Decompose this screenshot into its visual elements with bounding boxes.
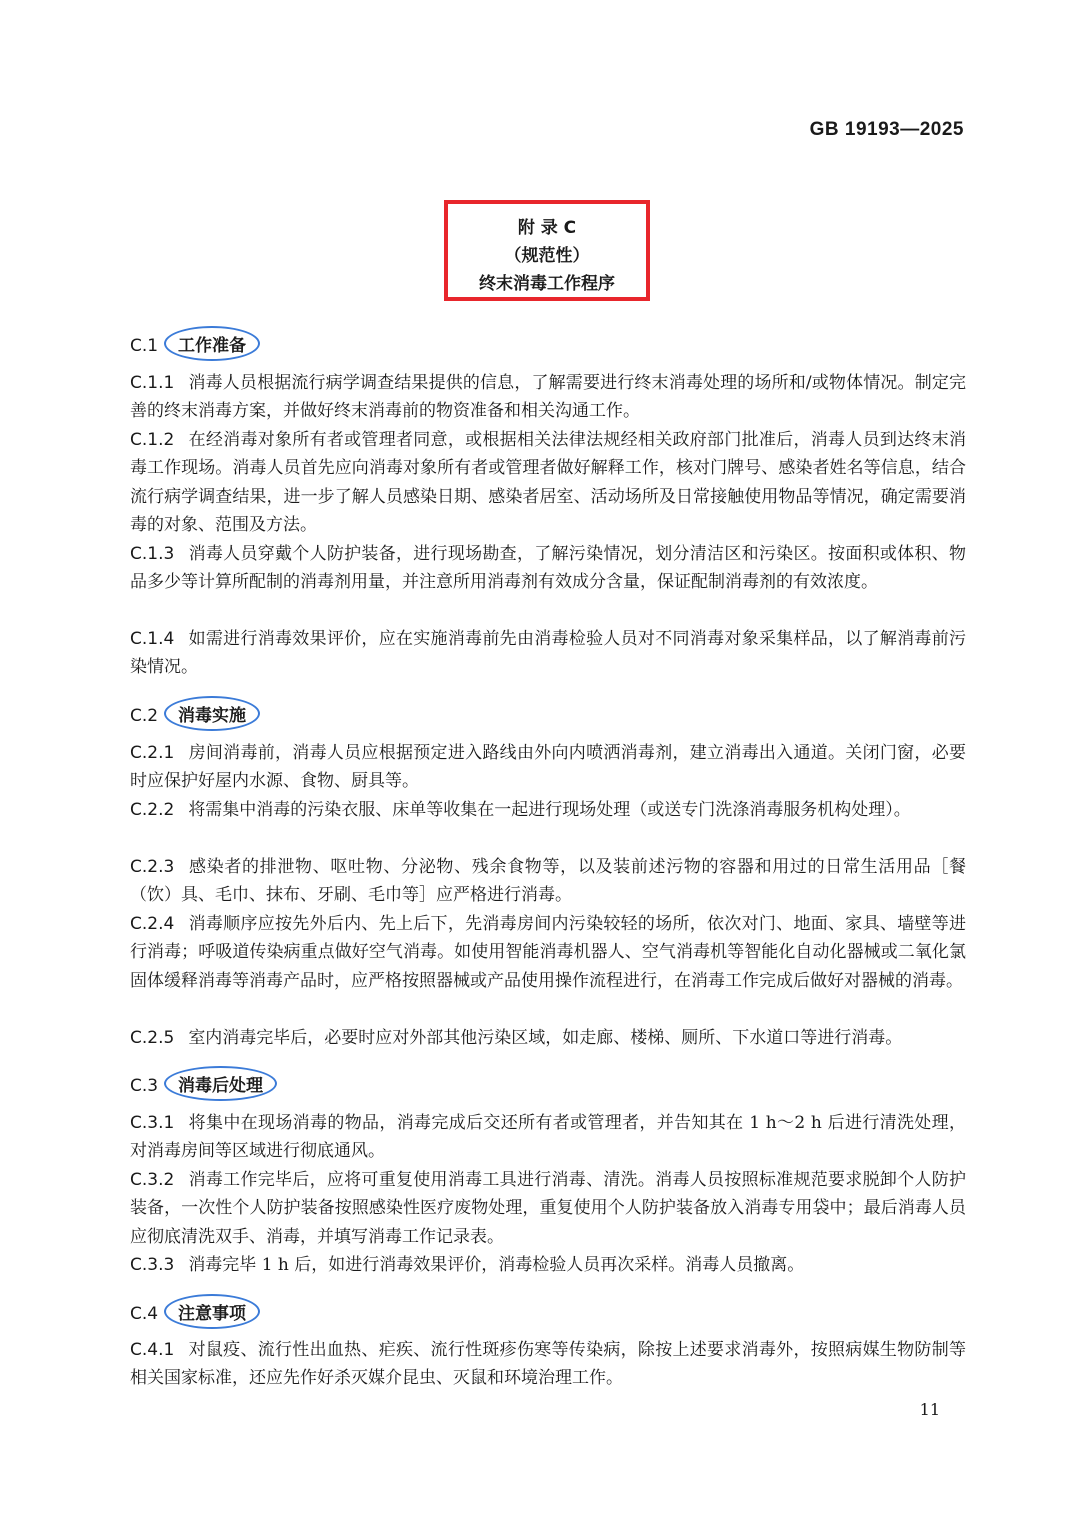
paragraph-number: C.1.4 <box>130 629 175 649</box>
paragraph-number: C.2.1 <box>130 743 175 763</box>
paragraph-text: 消毒人员根据流行病学调查结果提供的信息，了解需要进行终末消毒处理的场所和/或物体情况。制定完善的终末消毒方案，并做好终末消毒前的物资准备和相关沟通工作。 <box>130 373 966 422</box>
appendix-label: 附 录 C <box>517 218 577 238</box>
paragraph-text: 对鼠疫、流行性出血热、疟疾、流行性斑疹伤寒等传染病，除按上述要求消毒外，按照病媒生物防制等相关国家标准，还应先作好杀灭媒介昆虫、灭鼠和环境治理工作。 <box>130 1340 966 1389</box>
section-number: C.1 <box>130 336 159 356</box>
paragraph-text: 消毒顺序应按先外后内、先上后下，先消毒房间内污染较轻的场所，依次对门、地面、家具、墙壁等进行消毒；呼吸道传染病重点做好空气消毒。如使用智能消毒机器人、空气消毒机等智能化自动化器械或二氧化氯固体缓释消毒等消毒产品时，应严格按照器械或产品使用操作流程进行，在消毒工作完成后做好对器械的消毒。 <box>130 914 966 991</box>
page-number: 11 <box>919 1400 940 1419</box>
paragraph-text: 消毒工作完毕后，应将可重复使用消毒工具进行消毒、清洗。消毒人员按照标准规范要求脱卸个人防护装备，一次性个人防护装备按照感染性医疗废物处理，重复使用个人防护装备放入消毒专用袋中；最后消毒人员应彻底清洗双手、消毒，并填写消毒工作记录表。 <box>130 1170 966 1247</box>
paragraph-number: C.2.4 <box>130 914 175 934</box>
paragraph <box>130 540 966 597</box>
paragraph-number: C.3.3 <box>130 1255 175 1275</box>
paragraph-number: C.2.2 <box>130 800 175 820</box>
section-title: 工作准备 <box>164 326 260 361</box>
section-title: 消毒后处理 <box>164 1066 277 1101</box>
section-heading <box>130 326 260 361</box>
paragraph-text: 将集中在现场消毒的物品，消毒完成后交还所有者或管理者，并告知其在 1 h～2 h 后进行清洗处理，对消毒房间等区域进行彻底通风。 <box>130 1113 966 1162</box>
paragraph-text: 在经消毒对象所有者或管理者同意，或根据相关法律法规经相关政府部门批准后，消毒人员到达终末消毒工作现场。消毒人员首先应向消毒对象所有者或管理者做好解释工作，核对门牌号、感染者姓名等信息，结合流行病学调查结果，进一步了解人员感染日期、感染者居室、活动场所及日常接触使用物品等情况，确定需要消毒的对象、范围及方法。 <box>130 430 966 535</box>
paragraph-text: 房间消毒前，消毒人员应根据预定进入路线由外向内喷洒消毒剂，建立消毒出入通道。关闭门窗，必要时应保护好屋内水源、食物、厨具等。 <box>130 743 966 792</box>
appendix-type: （规范性） <box>504 246 590 266</box>
paragraph-number: C.4.1 <box>130 1340 175 1360</box>
paragraph-text: 室内消毒完毕后，必要时应对外部其他污染区域，如走廊、楼梯、厕所、下水道口等进行消毒。 <box>188 1028 903 1048</box>
paragraph <box>130 1109 966 1166</box>
paragraph-text: 消毒人员穿戴个人防护装备，进行现场勘查，了解污染情况，划分清洁区和污染区。按面积或体积、物品多少等计算所配制的消毒剂用量，并注意所用消毒剂有效成分含量，保证配制消毒剂的有效浓度。 <box>130 544 966 593</box>
section-number: C.3 <box>130 1076 159 1096</box>
paragraph-number: C.3.2 <box>130 1170 175 1190</box>
standard-code: GB 19193—2025 <box>809 119 964 140</box>
paragraph-number: C.3.1 <box>130 1113 175 1133</box>
paragraph-number: C.1.3 <box>130 544 175 564</box>
paragraph <box>130 369 966 426</box>
paragraph-text: 感染者的排泄物、呕吐物、分泌物、残余食物等，以及装前述污物的容器和用过的日常生活用品［餐（饮）具、毛巾、抹布、牙刷、毛巾等］应严格进行消毒。 <box>130 857 966 906</box>
paragraph-text: 如需进行消毒效果评价，应在实施消毒前先由消毒检验人员对不同消毒对象采集样品，以了解消毒前污染情况。 <box>130 629 966 678</box>
paragraph <box>130 1024 966 1052</box>
paragraph-text: 消毒完毕 1 h 后，如进行消毒效果评价，消毒检验人员再次采样。消毒人员撤离。 <box>188 1255 805 1275</box>
paragraph <box>130 625 966 682</box>
section-number: C.4 <box>130 1304 159 1324</box>
paragraph-number: C.1.1 <box>130 373 175 393</box>
paragraph <box>130 1166 966 1251</box>
paragraph-number: C.2.3 <box>130 857 175 877</box>
paragraph <box>130 1251 966 1279</box>
section-heading <box>130 1294 260 1329</box>
paragraph <box>130 853 966 910</box>
paragraph <box>130 426 966 539</box>
section-heading <box>130 696 260 731</box>
paragraph <box>130 739 966 796</box>
section-title: 注意事项 <box>164 1294 260 1329</box>
paragraph <box>130 910 966 995</box>
appendix-title: 终末消毒工作程序 <box>479 274 615 294</box>
section-heading <box>130 1066 277 1101</box>
paragraph-number: C.1.2 <box>130 430 175 450</box>
paragraph-number: C.2.5 <box>130 1028 175 1048</box>
section-title: 消毒实施 <box>164 696 260 731</box>
paragraph <box>130 796 966 824</box>
paragraph <box>130 1336 966 1393</box>
appendix-title-box <box>444 200 650 301</box>
paragraph-text: 将需集中消毒的污染衣服、床单等收集在一起进行现场处理（或送专门洗涤消毒服务机构处理）。 <box>188 800 911 820</box>
section-number: C.2 <box>130 706 159 726</box>
